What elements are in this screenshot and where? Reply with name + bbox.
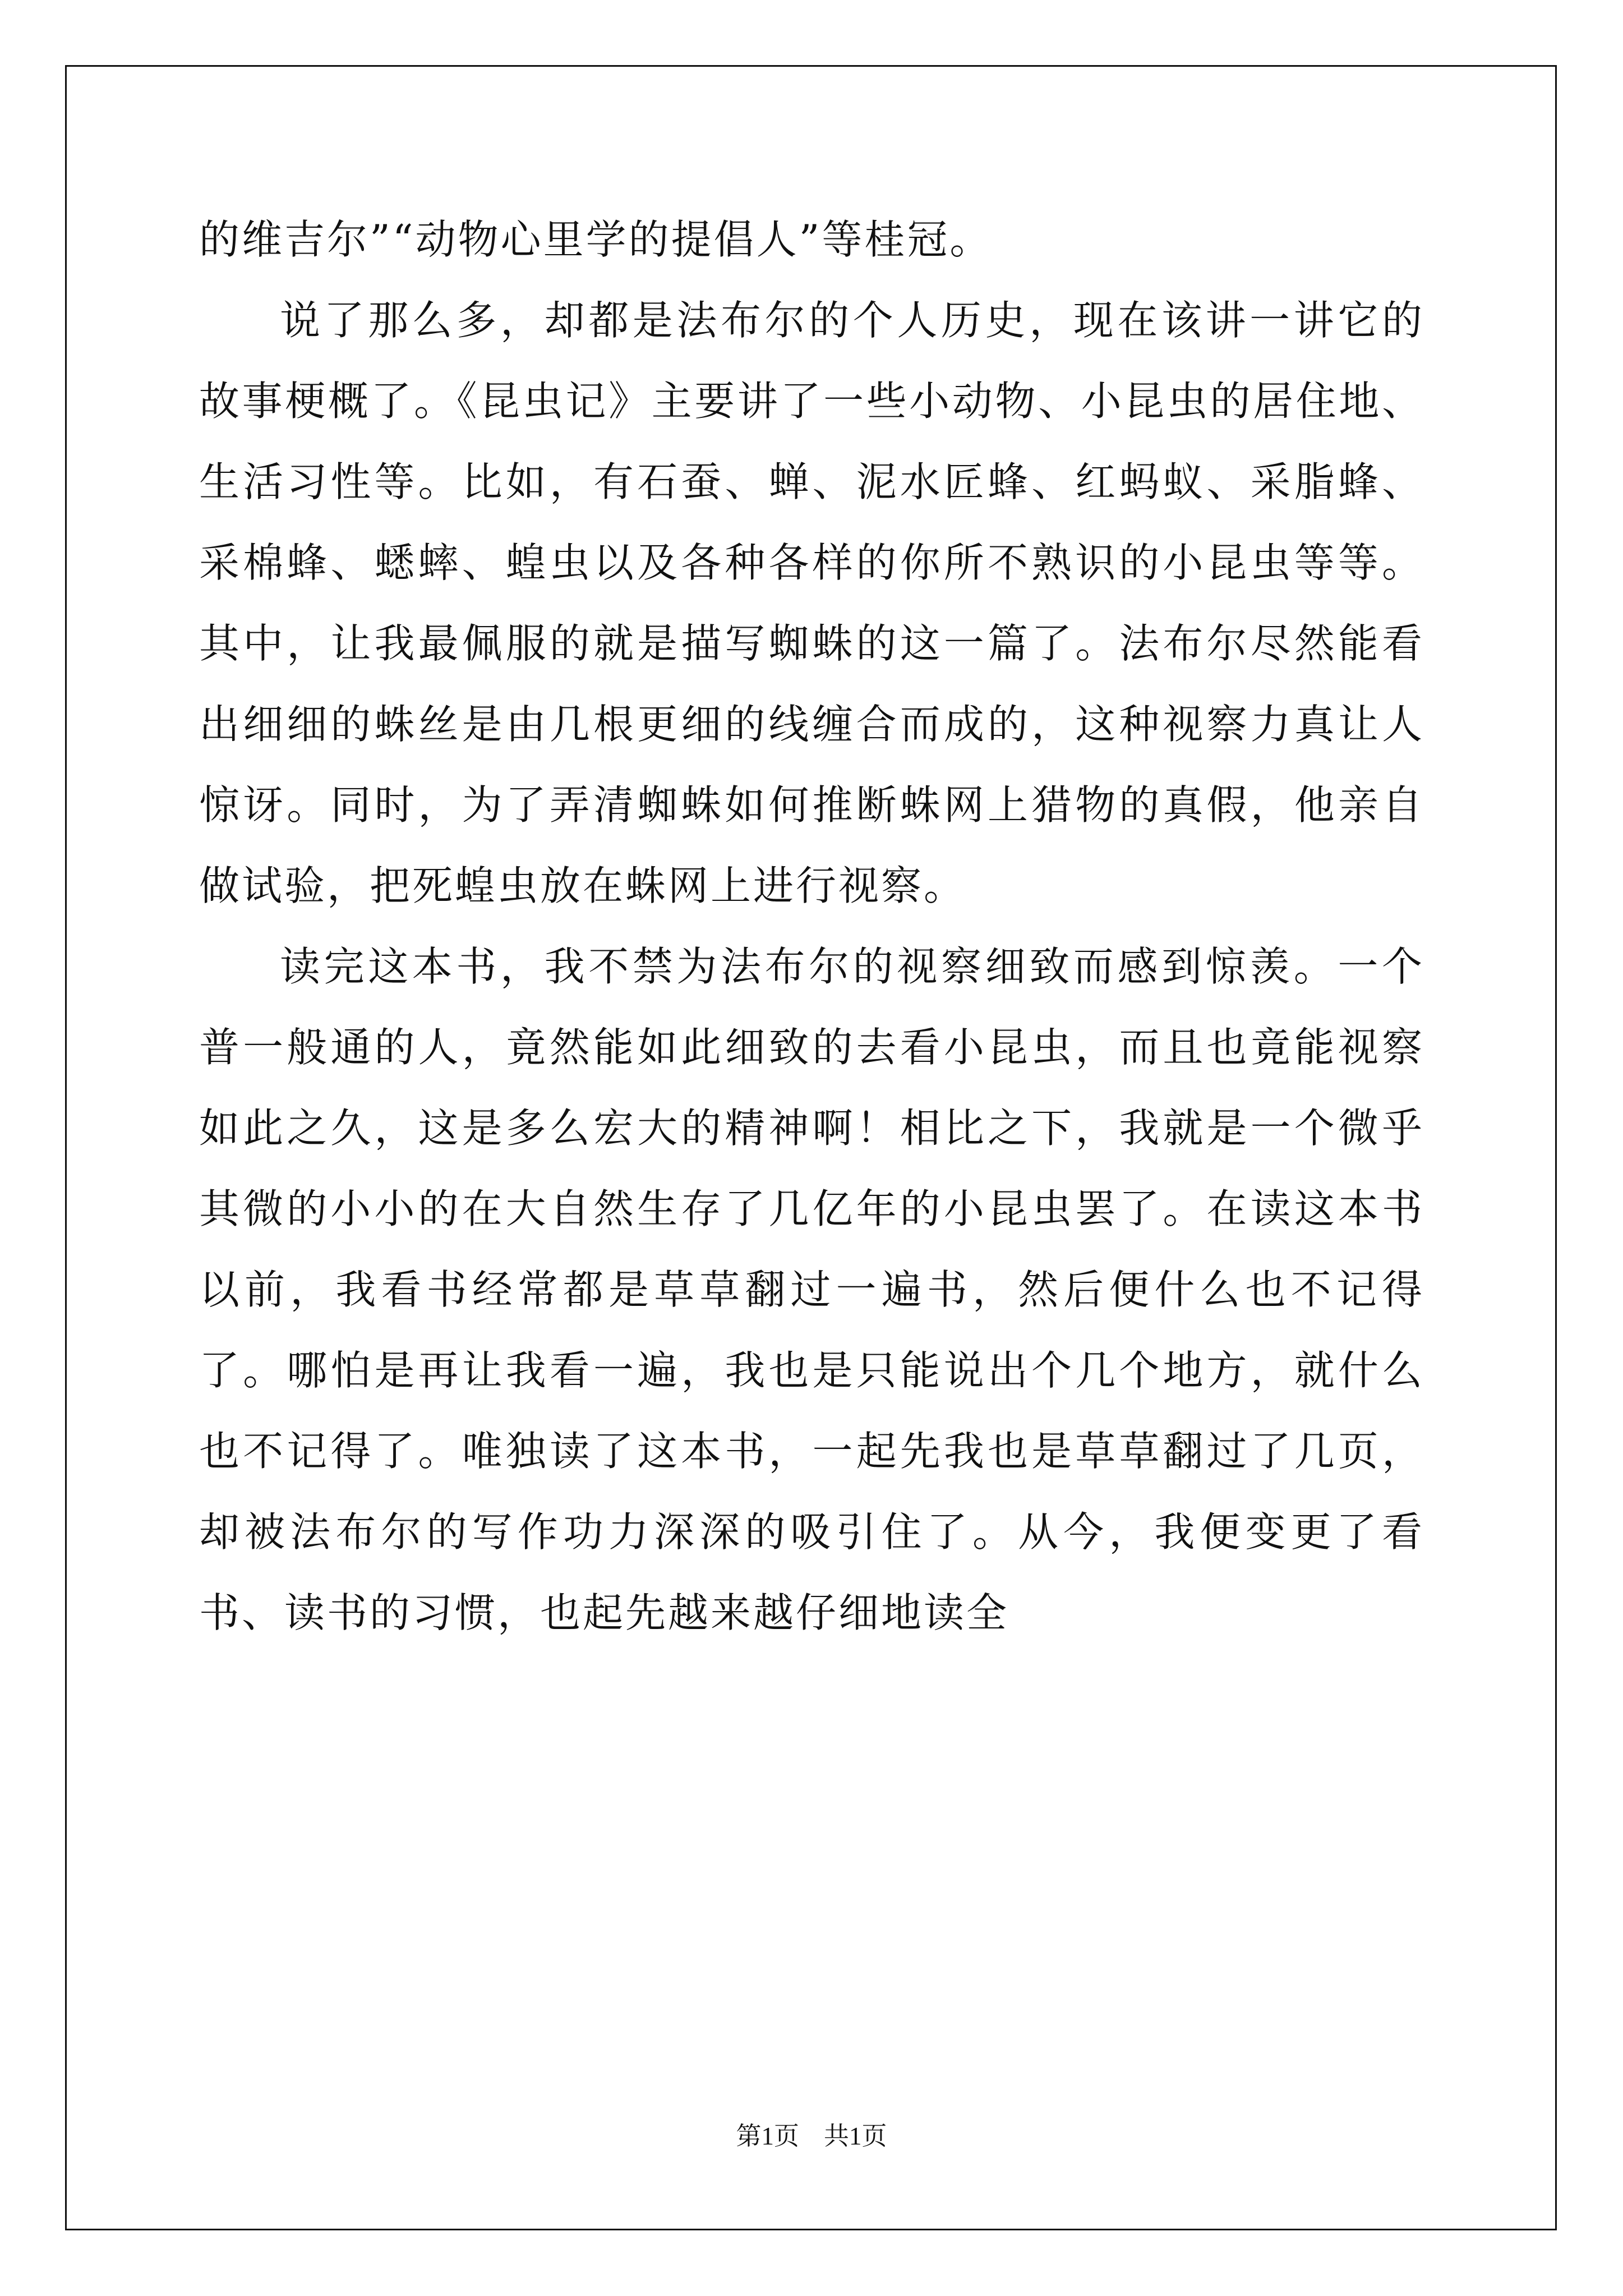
paragraph-3: 读完这本书，我不禁为法布尔的视察细致而感到惊羡。一个普一般通的人，竟然能如此细致的去看小昆虫，而且也竟能视察如此之久，这是多么宏大的精神啊！相比之下，我就是一个微乎其微的小小的在大自然生存了几亿年的小昆虫罢了。在读这本书以前，我看书经常都是草草翻过一遍书，然后便什么也不记得了。哪怕是再让我看一遍，我也是只能说出个几个地方，就什么也不记得了。唯独读了这本书，一起先我也是草草翻过了几页，却被法布尔的写作功力深深的吸引住了。从今，我便变更了看书、读书的习惯，也起先越来越仔细地读全 — [199, 943, 1424, 1636]
page-footer — [0, 2119, 1623, 2153]
page-number: 第1页 — [736, 2122, 799, 2150]
paragraph-2: 说了那么多，却都是法布尔的个人历史，现在该讲一讲它的故事梗概了。《昆虫记》主要讲了一些小动物、小昆虫的居住地、生活习性等。比如，有石蚕、蝉、泥水匠蜂、红蚂蚁、采脂蜂、采棉蜂、蟋蟀、蝗虫以及各种各样的你所不熟识的小昆虫等等。其中，让我最佩服的就是描写蜘蛛的这一篇了。法布尔尽然能看出细细的蛛丝是由几根更细的线缠合而成的，这种视察力真让人惊讶。同时，为了弄清蜘蛛如何推断蛛网上猎物的真假，他亲自做试验，把死蝗虫放在蛛网上进行视察。 — [199, 297, 1424, 909]
document-body — [199, 199, 1424, 1653]
paragraph-1: 的维吉尔”“动物心里学的提倡人”等桂冠。 — [199, 216, 993, 263]
page-total: 共1页 — [824, 2122, 887, 2150]
